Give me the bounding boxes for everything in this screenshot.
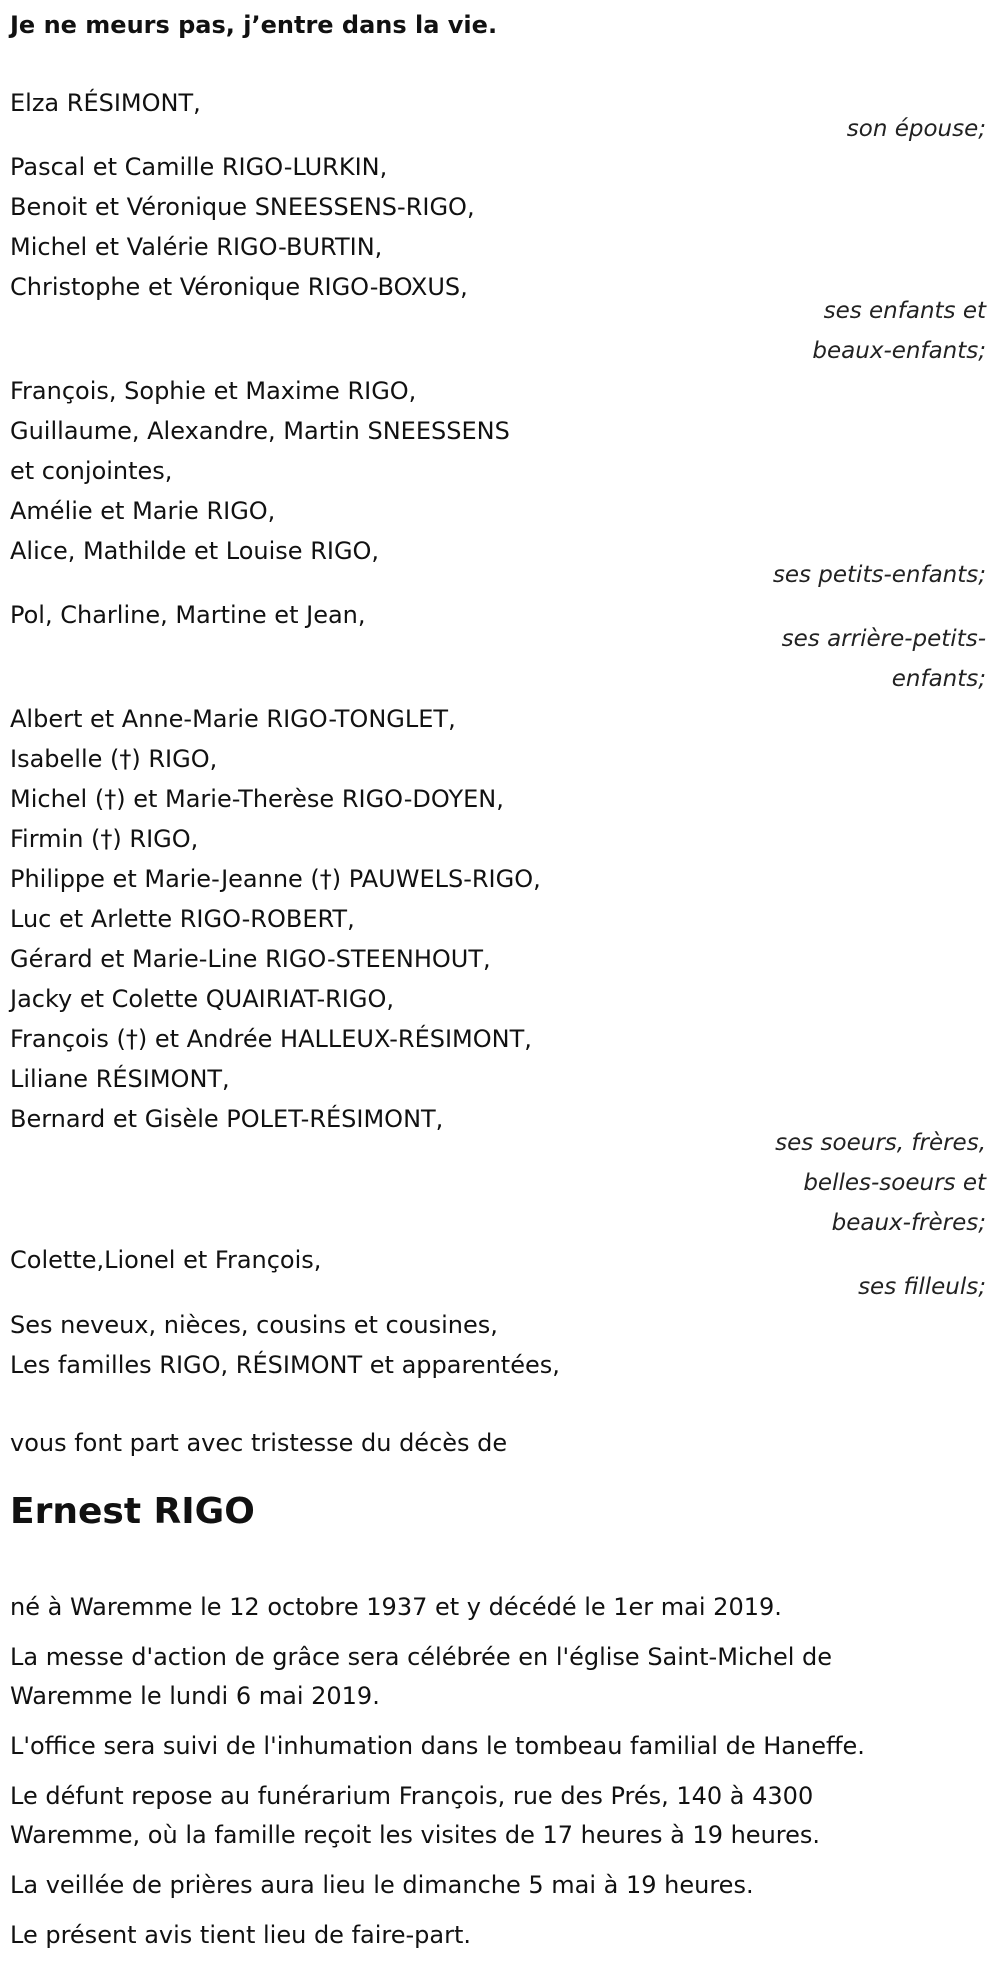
detail-mass: La messe d'action de grâce sera célébrée en l'église Saint-Michel de [10, 1643, 833, 1671]
sibling-line: Michel (†) et Marie-Therèse RIGO-DOYEN, [10, 785, 504, 813]
child-line: Michel et Valérie RIGO-BURTIN, [10, 233, 383, 261]
detail-birth-death: né à Waremme le 12 octobre 1937 et y décédé le 1er mai 2019. [10, 1593, 782, 1621]
godchildren-role: ses filleuls; [858, 1274, 986, 1300]
siblings-role: belles-soeurs et [803, 1170, 986, 1196]
grandchild-line: Amélie et Marie RIGO, [10, 497, 276, 525]
deceased-name: Ernest RIGO [10, 1491, 255, 1532]
sibling-line: Isabelle (†) RIGO, [10, 745, 218, 773]
sibling-line: Gérard et Marie-Line RIGO-STEENHOUT, [10, 945, 491, 973]
sibling-line: Jacky et Colette QUAIRIAT-RIGO, [10, 985, 394, 1013]
detail-vigil: La veillée de prières aura lieu le dimanche 5 mai à 19 heures. [10, 1871, 754, 1899]
detail-notice: Le présent avis tient lieu de faire-part. [10, 1921, 472, 1949]
child-line: Benoit et Véronique SNEESSENS-RIGO, [10, 193, 475, 221]
grandchild-line: Alice, Mathilde et Louise RIGO, [10, 537, 380, 565]
grandchildren-role: ses petits-enfants; [772, 562, 986, 588]
children-role: ses enfants et [823, 298, 986, 324]
sibling-line: Luc et Arlette RIGO-ROBERT, [10, 905, 355, 933]
siblings-role: ses soeurs, frères, [775, 1130, 986, 1156]
grandchild-line: François, Sophie et Maxime RIGO, [10, 377, 417, 405]
detail-funeral-home: Le défunt repose au funérarium François, rue des Prés, 140 à 4300 [10, 1782, 814, 1810]
detail-funeral-home: Waremme, où la famille reçoit les visites de 17 heures à 19 heures. [10, 1821, 821, 1849]
detail-burial: L'office sera suivi de l'inhumation dans le tombeau familial de Haneffe. [10, 1732, 865, 1760]
godchildren-line: Colette,Lionel et François, [10, 1246, 322, 1274]
announcement: vous font part avec tristesse du décès de [10, 1429, 508, 1457]
siblings-role: beaux-frères; [831, 1210, 986, 1236]
child-line: Pascal et Camille RIGO-LURKIN, [10, 153, 388, 181]
sibling-line: Albert et Anne-Marie RIGO-TONGLET, [10, 705, 456, 733]
children-role: beaux-enfants; [812, 338, 986, 364]
great-grandchildren-line: Pol, Charline, Martine et Jean, [10, 601, 366, 629]
sibling-line: Bernard et Gisèle POLET-RÉSIMONT, [10, 1105, 444, 1133]
great-grandchildren-role: enfants; [891, 666, 986, 692]
grandchild-line: Guillaume, Alexandre, Martin SNEESSENS [10, 417, 510, 445]
sibling-line: Philippe et Marie-Jeanne (†) PAUWELS-RIGO, [10, 865, 541, 893]
child-line: Christophe et Véronique RIGO-BOXUS, [10, 273, 468, 301]
sibling-line: Liliane RÉSIMONT, [10, 1065, 230, 1093]
grandchild-line: et conjointes, [10, 457, 173, 485]
sibling-line: Firmin (†) RIGO, [10, 825, 199, 853]
epigraph: Je ne meurs pas, j’entre dans la vie. [10, 11, 498, 39]
detail-mass: Waremme le lundi 6 mai 2019. [10, 1682, 380, 1710]
wife-name: Elza RÉSIMONT, [10, 89, 201, 117]
sibling-line: François (†) et Andrée HALLEUX-RÉSIMONT, [10, 1025, 532, 1053]
wife-role: son épouse; [846, 116, 986, 142]
relatives-line: Les familles RIGO, RÉSIMONT et apparentées, [10, 1351, 560, 1379]
relatives-line: Ses neveux, nièces, cousins et cousines, [10, 1311, 498, 1339]
great-grandchildren-role: ses arrière-petits- [781, 626, 986, 652]
